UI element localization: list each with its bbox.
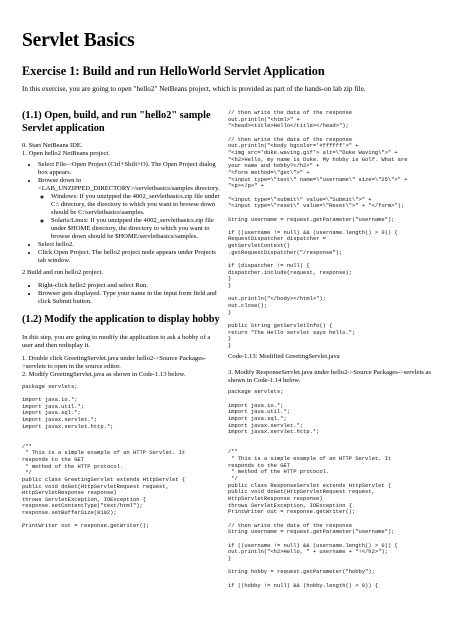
code-line: out.println("<html>" + xyxy=(228,115,300,123)
code-line: out.println("<body bgcolor='#ffffff'>" + xyxy=(228,142,359,150)
step-1-list xyxy=(22,161,222,264)
code-line: RequestDispatcher dispatcher = xyxy=(228,235,326,243)
code-line: PrintWriter out = response.getWriter(); xyxy=(228,508,356,516)
code-line: import javax.servlet.*; xyxy=(22,415,98,423)
section-2-intro: In this step, you are going to modify the application to ask a hobby of a user and then redisplay it. xyxy=(22,333,211,349)
code-line: dispatcher.include(request, response); xyxy=(228,268,352,276)
code-line: package servlets; xyxy=(22,382,78,390)
code-line: if (dispatcher != null) { xyxy=(228,262,310,270)
code-line: import java.io.*; xyxy=(228,401,284,409)
code-line: "<input type=\"submit\" value=\"Submit\">" + xyxy=(228,195,372,203)
code-line: out.println("</body></html>"); xyxy=(228,295,326,303)
code-line: import java.sql.*; xyxy=(228,415,287,423)
step-3: 3. Modify ResponseServlet.java under hello2->Source Packages->servlets as shown in Code-1.14 below. xyxy=(228,368,431,384)
code-line: public class ResponseServlet extends HttpServlet { xyxy=(228,481,392,489)
code-line: response.setContentType("text/html"); xyxy=(22,502,143,510)
code-line: import javax.servlet.http.*; xyxy=(228,428,320,436)
code-line: "<p></p>" + xyxy=(228,182,264,190)
code-line: String username = request.getParameter("username"); xyxy=(228,528,395,536)
code-line: "<input type=\"text\" name=\"username\" size=\"25\">" + xyxy=(228,175,408,183)
exercise-intro: In this exercise, you are going to open "hello2" NetBeans project, which is provided as part of the hands-on lab zip file. xyxy=(22,85,366,93)
code-line: * This is a simple example of an HTTP Servlet. It xyxy=(228,455,392,463)
list-item: ◦ Solaris/Linux: If you unzipped the 4002_servletbasics.zip file under $HOME directory, the directory to which you want to browse down should be $HOME/servletbasics/samples. xyxy=(51,217,222,241)
code-line: } xyxy=(228,341,232,349)
modify-step-2: 2. Modify GreetingServlet.java as shown in Code-1.13 below. xyxy=(22,370,186,378)
code-line: String username = request.getParameter("username"); xyxy=(228,215,395,223)
list-item: • Select File->Open Project (Ctrl+Shift+O). The Open Project dialog box appears. xyxy=(38,161,222,177)
page-title: Servlet Basics xyxy=(22,30,135,51)
code-line: import java.io.*; xyxy=(22,395,78,403)
code-line: .getRequestDispatcher("/response"); xyxy=(228,248,343,256)
code-line: } xyxy=(228,335,232,343)
code-line: out.close(); xyxy=(228,302,268,310)
code-line: String hobby = request.getParameter("hobby"); xyxy=(228,568,375,576)
code-line: * method of the HTTP protocol. xyxy=(228,468,330,476)
list-item: ◦ Windows: If you unzipped the 4002_servletbasics.zip file under C:\ directory, the directory to which you want to browse down should be C:\servletbasics\samples. xyxy=(51,193,222,217)
code-line: import javax.servlet.http.*; xyxy=(22,422,114,430)
code-line: * method of the HTTP protocol. xyxy=(22,462,124,470)
code-line: /** xyxy=(22,442,32,450)
code-line: PrintWriter out = response.getWriter(); xyxy=(22,522,150,530)
code-line: out.println("<h2>Hello, " + username + "!</h2>"); xyxy=(228,548,388,556)
code-line: /** xyxy=(228,448,238,456)
code-line: if ((username != null) && (username.length() > 0)) { xyxy=(228,228,398,236)
step-1-sublist xyxy=(38,193,222,241)
left-column xyxy=(22,110,222,530)
code-line: "<img src='duke.waving.gif'> alt=\"Duke Waving\">" + xyxy=(228,148,398,156)
code-line: * This is a simple example of an HTTP Servlet. It xyxy=(22,449,186,457)
code-line: responds to the GET xyxy=(228,461,290,469)
step-2-list xyxy=(22,282,222,306)
list-item: • Browser gets displayed. Type your name in the input form field and click Submit button. xyxy=(38,290,222,306)
step-1: 1. Open hello2 NetBeans project. xyxy=(22,150,110,158)
code-line: if ((hobby != null) && (hobby.length() > 0)) { xyxy=(228,581,379,589)
code-line: public class GreetingServlet extends HttpServlet { xyxy=(22,475,186,483)
code-line: public void doGet(HttpServletRequest request, xyxy=(22,482,169,490)
modify-step-1: 1. Double click GreetingServlet.java under hello2->Source Packages->servlets to open in the source editor. xyxy=(22,354,206,370)
code-line: package servlets; xyxy=(228,388,284,396)
code-line: import java.sql.*; xyxy=(22,409,81,417)
code-line: // then write the data of the response xyxy=(228,521,352,529)
list-item xyxy=(38,177,222,241)
code-line: responds to the GET xyxy=(22,455,84,463)
code-line: HttpServletResponse response) xyxy=(22,489,117,497)
code-line: "<head><title>Hello</title></head>"); xyxy=(228,122,349,130)
exercise-heading: Exercise 1: Build and run HelloWorld Servlet Application xyxy=(22,64,325,78)
code-line: import javax.servlet.*; xyxy=(228,421,304,429)
code-line: getServletContext() xyxy=(228,242,290,250)
list-item-text: Browse down to <LAB_UNZIPPED_DIRECTORY>/servletbasics/samples directory. xyxy=(38,177,220,192)
section-heading-1-2: (1.2) Modify the application to display hobby xyxy=(22,314,220,326)
list-item: • Right-click hello2 project and select Run. xyxy=(38,282,222,290)
step-0: 0. Start NetBeans IDE. xyxy=(22,142,83,150)
code-line: import java.util.*; xyxy=(22,402,84,410)
right-column xyxy=(228,110,433,589)
code-line: public String getServletInfo() { xyxy=(228,322,333,329)
section-heading-1-1: (1.1) Open, build, and run "hello2" sample Servlet application xyxy=(22,110,211,134)
code-line: return "The Hello servlet says hello."; xyxy=(228,328,356,336)
code-line: */ xyxy=(22,469,32,477)
step-2: 2 Build and run hello2 project. xyxy=(22,269,103,277)
code-line: HttpServletResponse response) xyxy=(228,494,323,502)
code-line: // then write the data of the response xyxy=(228,109,352,116)
code-line: } xyxy=(228,308,232,316)
code-line: "<form method=\"get\">" + xyxy=(228,168,310,176)
list-item: • Select hello2. xyxy=(38,241,222,249)
code-block-greeting-servlet-continued xyxy=(228,110,433,350)
code-line: "<h2>Hello, my name is Duke. My hobby is Golf. What are xyxy=(228,155,408,163)
code-caption: Code-1.13: Modified GreetingServlet.java xyxy=(228,352,340,360)
code-line: "<input type=\"reset\" value=\"Reset\">" + "</form>"); xyxy=(228,202,405,210)
code-line: throws ServletException, IOException { xyxy=(22,495,146,503)
code-line: if ((username != null) && (username.length() > 0)) { xyxy=(228,541,398,549)
code-line: } xyxy=(228,282,232,290)
code-line: } xyxy=(228,554,232,562)
list-item: • Click Open Project. The hello2 project node appears under Projects tab window. xyxy=(38,249,222,265)
code-line: throws ServletException, IOException { xyxy=(228,501,352,509)
code-line: } xyxy=(228,275,232,283)
code-block-greeting-servlet xyxy=(22,384,222,530)
code-line: your name and hobby?</h2>" + xyxy=(228,162,320,170)
code-line: import java.util.*; xyxy=(228,408,290,416)
code-block-response-servlet xyxy=(228,389,433,589)
code-line: response.setBufferSize(8192); xyxy=(22,509,117,517)
code-line: // then write the data of the response xyxy=(228,135,352,143)
code-line: public void doGet(HttpServletRequest request, xyxy=(228,488,375,496)
code-line: */ xyxy=(228,475,238,483)
